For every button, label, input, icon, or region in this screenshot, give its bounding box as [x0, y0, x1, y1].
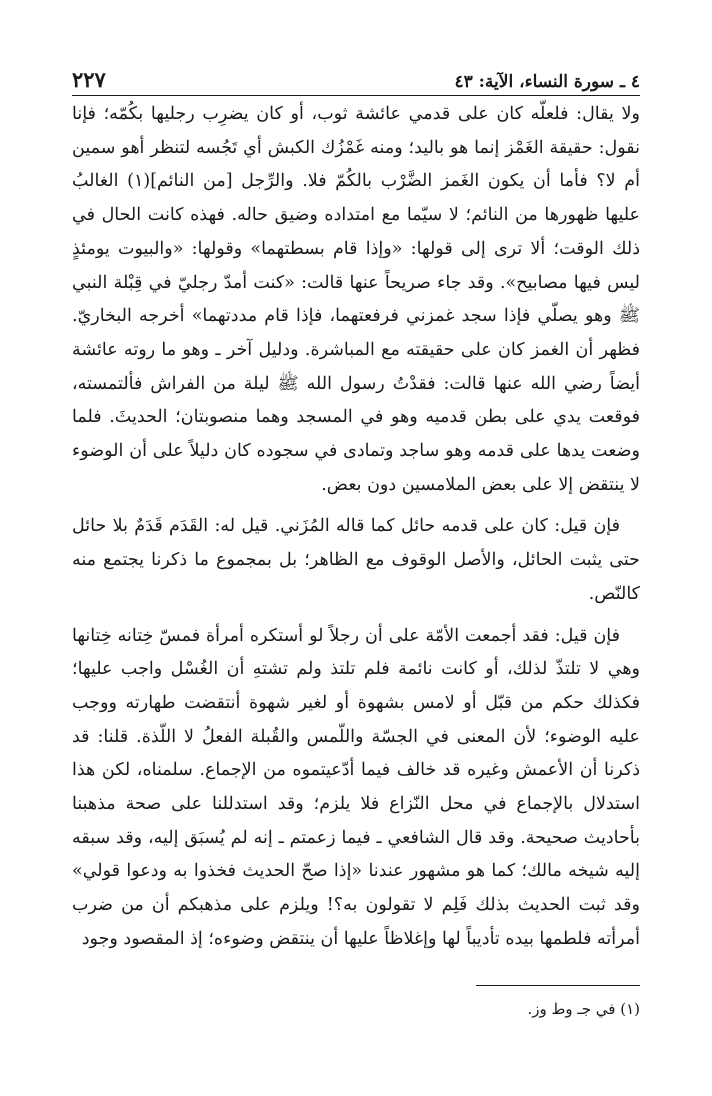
paragraph-1: ولا يقال: فلعلّه كان على قدمي عائشة ثوب، أو كان يضرِب رجليها بكُمّه؛ فإنا نقول: حقيقة الغَمْز إنما هو باليد؛ ومنه غَمْزُك الكبش أي تَجُسه لتنظر أهو سمين أم لا؟ فأما أن يكون الغَمز الضَّرْب بالكُمّ فلا. والرِّجل [من النائم](١) الغالبُ عليها ظهورها من النائم؛ لا سيّما مع امتداده وضيق حاله. فهذه كانت الحال في ذلك الوقت؛ ألا ترى إلى قولها: «وإذا قام بسطتهما» وقولها: «والبيوت يومئذٍ ليس فيها مصابيح». وقد جاء صريحاً عنها قالت: «كنت أمدّ رجليّ في قِبْلة النبي ﷺ وهو يصلّي فإذا سجد غمزني فرفعتهما، فإذا قام مددتهما» أخرجه البخاريّ. فظهر أن الغمز كان على حقيقته مع المباشرة. ودليل آخر ـ وهو ما روته عائشة أيضاً رضي الله عنها قالت: فقدْتُ رسول الله ﷺ ليلة من الفراش فألتمسته، فوقعت يدي على بطن قدميه وهو في المسجد وهما منصوبتان؛ الحديثَ. فلما وضعت يدها على قدمه وهو ساجد وتمادى في سجوده كان دليلاً على أن الوضوء لا ينتقض إلا على بعض الملامسين دون بعض.: [72, 104, 641, 495]
page-header: [72, 62, 640, 92]
footnote-rule: [476, 985, 640, 986]
body-text: [72, 98, 640, 957]
page-number: ٢٢٧: [72, 67, 106, 92]
footnote: (١) في جـ وط وز.: [527, 1000, 640, 1018]
running-title: ٤ ـ سورة النساء، الآية: ٤٣: [454, 72, 640, 92]
header-rule: [72, 95, 640, 96]
paragraph-3: فإن قيل: فقد أجمعت الأمّة على أن رجلاً لو أستكره أمرأة فمسّ خِتانه خِتانها وهي لا تلتذّ لذلك، أو كانت نائمة فلم تلتذ ولم تشتهِ أن الغُسْل واجب عليها؛ فكذلك حكم من قبّل أو لامس بشهوة أو لغير شهوة أنتقضت طهارته ووجب عليه الوضوء؛ لأن المعنى في الجسّة واللّمس والقُبلة الفعلُ لا اللّذة. قلنا: قد ذكرنا أن الأعمش وغيره قد خالف فيما أدّعيتموه من الإجماع. سلمناه، لكن هذا استدلال بالإجماع في محل النّزاع فلا يلزم؛ وقد استدللنا على صحة مذهبنا بأحاديث صحيحة. وقد قال الشافعي ـ فيما زعمتم ـ إنه لم يُسبَق إليه، وقد سبقه إليه شيخه مالك؛ كما هو مشهور عندنا «إذا صحّ الحديث فخذوا به ودعوا قولي» وقد ثبت الحديث بذلك فَلِم لا تقولون به؟! ويلزم على مذهبكم أن من ضرب أمرأته فلطمها بيده تأديباً لها وإغلاظاً عليها أن ينتقض وضوءه؛ إذ المقصود وجود: [72, 625, 640, 949]
paragraph-2: فإن قيل: كان على قدمه حائل كما قاله المُزَني. قيل له: القَدَم قَدَمٌ بلا حائل حتى يثبت الحائل، والأصل الوقوف مع الظاهر؛ بل بمجموع ما ذكرنا يجتمع منه كالنّص.: [72, 516, 640, 604]
